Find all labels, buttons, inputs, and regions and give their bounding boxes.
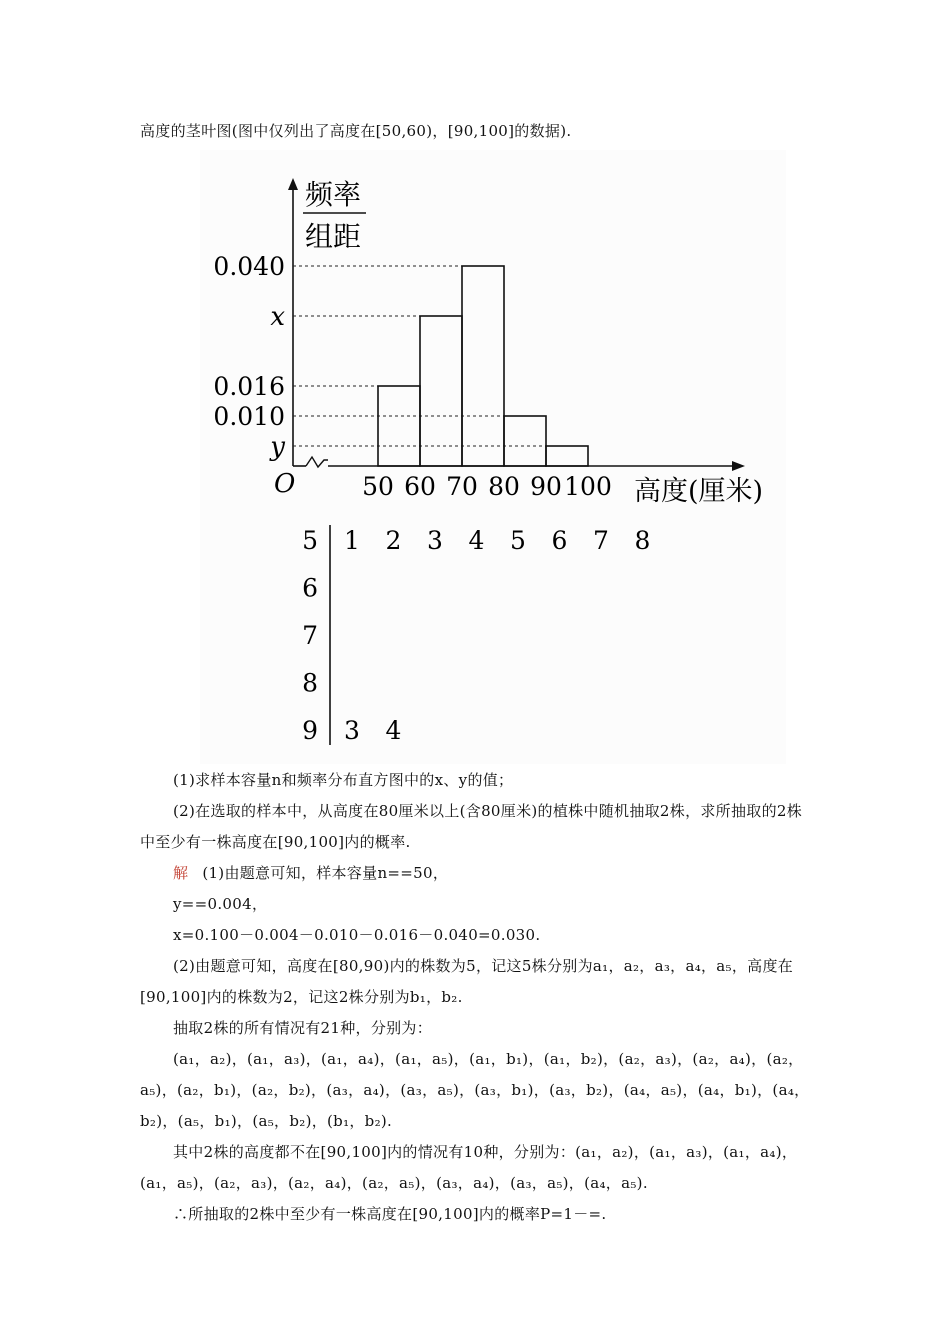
stem-value: 8 (302, 668, 318, 698)
y-tick-label: 0.010 (213, 402, 285, 431)
leaf-value: 4 (468, 526, 485, 555)
intro-text: 高度的茎叶图(图中仅列出了高度在[50,60)，[90,100]的数据). (140, 122, 572, 140)
leaf-value: 4 (385, 716, 402, 745)
histogram-and-stemleaf (200, 150, 786, 764)
y-tick-label: 0.040 (213, 252, 285, 281)
solution-line-7: 其中2株的高度都不在[90,100]内的情况有10种，分别为：(a₁，a₂)，(a₁，a₃)，(a₁，a₄)，(a₁，a₅)，(a₂，a₃)，(a₂，a₄)，(a₂，a₅)，(a₃，a₄)，(a₃，a₅)，(a₄，a₅). (140, 1143, 798, 1192)
stem-leaf-plot (302, 525, 650, 745)
solution-line-4: (2)由题意可知，高度在[80,90)内的株数为5，记这5株分别为a₁，a₂，a₃，a₄，a₅，高度在[90,100]内的株数为2，记这2株分别为b₁，b₂. (140, 957, 794, 1006)
y-label-bottom: 组距 (305, 220, 362, 253)
leaf-value: 3 (344, 716, 360, 745)
question-2: (2)在选取的样本中，从高度在80厘米以上(含80厘米)的植株中随机抽取2株，求所抽取的2株中至少有一株高度在[90,100]内的概率. (140, 802, 803, 851)
stem-value: 7 (302, 621, 318, 650)
origin-label: O (274, 469, 296, 499)
leaf-value: 1 (344, 526, 360, 555)
leaf-value: 6 (551, 526, 568, 555)
solution-line-3: x=0.100－0.004－0.010－0.016－0.040=0.030. (173, 926, 541, 944)
leaf-value: 2 (385, 526, 402, 555)
x-tick-label: 100 (564, 472, 612, 501)
leaf-value: 3 (427, 526, 443, 555)
x-tick-label: 90 (530, 472, 562, 501)
stem-value: 6 (302, 573, 318, 603)
histogram-bar (420, 316, 462, 466)
leaf-value: 8 (634, 526, 651, 555)
y-tick-label: y (270, 432, 285, 462)
histogram-bar (462, 266, 504, 466)
solution-line-2: y==0.004， (173, 895, 268, 913)
stem-value: 5 (302, 526, 318, 555)
axis-break (306, 457, 328, 467)
histogram-bar (378, 386, 420, 466)
solution-line-1 (140, 858, 812, 889)
frequency-histogram (213, 178, 763, 507)
leaf-value: 7 (593, 526, 609, 555)
y-tick-label: 0.016 (213, 372, 285, 401)
x-axis-label: 高度(厘米) (634, 476, 764, 507)
solution-line-6: (a₁，a₂)，(a₁，a₃)，(a₁，a₄)，(a₁，a₅)，(a₁，b₁)，(a₁，b₂)，(a₂，a₃)，(a₂，a₄)，(a₂，a₅)，(a₂，b₁)，(a₂，b₂)，(a₃，a₄)，(a₃，a₅)，(a₃，b₁)，(a₃，b₂)，(a₄，a₅)，(a₄，b₁)，(a₄，b₂)，(a₅，b₁)，(a₅，b₂)，(b₁，b₂). (140, 1050, 810, 1130)
solution-line-8: ∴所抽取的2株中至少有一株高度在[90,100]内的概率P=1－=. (173, 1205, 607, 1223)
histogram-bar (504, 416, 546, 466)
solution-label: 解 (173, 864, 189, 882)
question-1: (1)求样本容量n和频率分布直方图中的x、y的值； (173, 771, 514, 789)
x-tick-label: 60 (404, 472, 436, 501)
y-axis-arrow (288, 178, 298, 190)
solution-line-5: 抽取2株的所有情况有21种，分别为： (173, 1019, 433, 1037)
histogram-bar (546, 446, 588, 466)
x-tick-label: 50 (362, 472, 394, 501)
solution-text-1: (1)由题意可知，样本容量n==50， (202, 864, 449, 882)
figure (200, 150, 786, 764)
x-tick-label: 80 (488, 472, 520, 501)
x-tick-label: 70 (446, 472, 478, 501)
leaf-value: 5 (510, 526, 526, 555)
x-axis-arrow (732, 461, 745, 471)
y-tick-label: x (270, 302, 285, 332)
stem-value: 9 (302, 716, 318, 745)
y-label-top: 频率 (305, 178, 362, 211)
